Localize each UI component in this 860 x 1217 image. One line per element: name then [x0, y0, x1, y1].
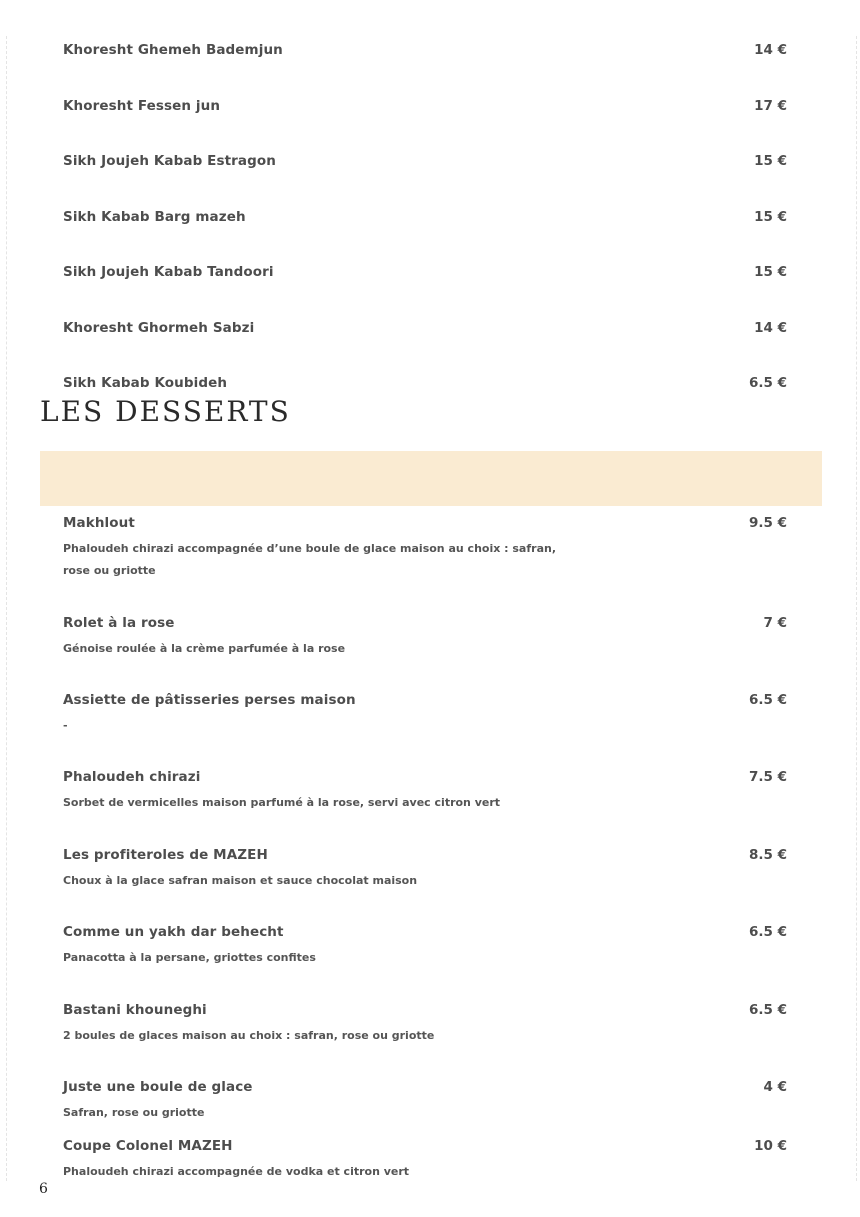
- dessert-item-name: Makhlout: [63, 515, 135, 531]
- dessert-item-description: Génoise roulée à la crème parfumée à la rose: [63, 642, 346, 655]
- dessert-item-price: 10 €: [754, 1138, 787, 1154]
- dessert-item-description: 2 boules de glaces maison au choix : safran, rose ou griotte: [63, 1029, 435, 1042]
- dessert-item-name: Les profiteroles de MAZEH: [63, 847, 268, 863]
- dessert-item-price: 6.5 €: [748, 1002, 787, 1018]
- menu-item-name: Khoresht Ghemeh Bademjun: [63, 42, 283, 58]
- menu-item-name: Khoresht Fessen jun: [63, 98, 221, 114]
- dessert-item-description: Phaloudeh chirazi accompagnée d’une boule de glace maison au choix : safran, rose ou griotte: [63, 542, 556, 577]
- menu-item-name: Sikh Joujeh Kabab Estragon: [63, 153, 276, 169]
- dessert-item-price: 7 €: [763, 615, 787, 631]
- dessert-item-price: 6.5 €: [748, 924, 787, 940]
- dessert-item-description: Panacotta à la persane, griottes confites: [63, 951, 316, 964]
- dessert-item-price: 9.5 €: [748, 515, 787, 531]
- dessert-item-description: Phaloudeh chirazi accompagnée de vodka et citron vert: [63, 1165, 410, 1178]
- menu-item-name: Sikh Joujeh Kabab Tandoori: [63, 264, 274, 280]
- menu-item-price: 15 €: [754, 209, 787, 225]
- dessert-item-description: Safran, rose ou griotte: [63, 1106, 205, 1119]
- dessert-item-name: Bastani khouneghi: [63, 1002, 207, 1018]
- section-title-desserts: LES DESSERTS: [40, 395, 291, 428]
- dessert-item-description: -: [63, 719, 68, 732]
- menu-item-price: 15 €: [754, 264, 787, 280]
- dessert-item-price: 7.5 €: [748, 769, 787, 785]
- menu-item-price: 6.5 €: [748, 375, 787, 391]
- section-banner: [40, 451, 822, 506]
- dessert-item-name: Assiette de pâtisseries perses maison: [63, 692, 356, 708]
- page-edge-left: [6, 36, 7, 1181]
- menu-item-price: 14 €: [754, 42, 787, 58]
- page-edge-right: [856, 36, 857, 1181]
- page-number: 6: [39, 1181, 48, 1197]
- dessert-item-description: Sorbet de vermicelles maison parfumé à la rose, servi avec citron vert: [63, 796, 501, 809]
- dessert-item-name: Comme un yakh dar behecht: [63, 924, 284, 940]
- dessert-item-description: Choux à la glace safran maison et sauce chocolat maison: [63, 874, 418, 887]
- menu-item-price: 17 €: [754, 98, 787, 114]
- menu-item-name: Sikh Kabab Koubideh: [63, 375, 228, 391]
- menu-item-name: Khoresht Ghormeh Sabzi: [63, 320, 255, 336]
- dessert-item-name: Juste une boule de glace: [63, 1079, 253, 1095]
- dessert-item-price: 8.5 €: [748, 847, 787, 863]
- menu-item-price: 15 €: [754, 153, 787, 169]
- dessert-item-name: Rolet à la rose: [63, 615, 175, 631]
- menu-item-name: Sikh Kabab Barg mazeh: [63, 209, 246, 225]
- dessert-item-name: Coupe Colonel MAZEH: [63, 1138, 233, 1154]
- dessert-item-price: 6.5 €: [748, 692, 787, 708]
- menu-item-price: 14 €: [754, 320, 787, 336]
- dessert-item-price: 4 €: [763, 1079, 787, 1095]
- dessert-item-name: Phaloudeh chirazi: [63, 769, 201, 785]
